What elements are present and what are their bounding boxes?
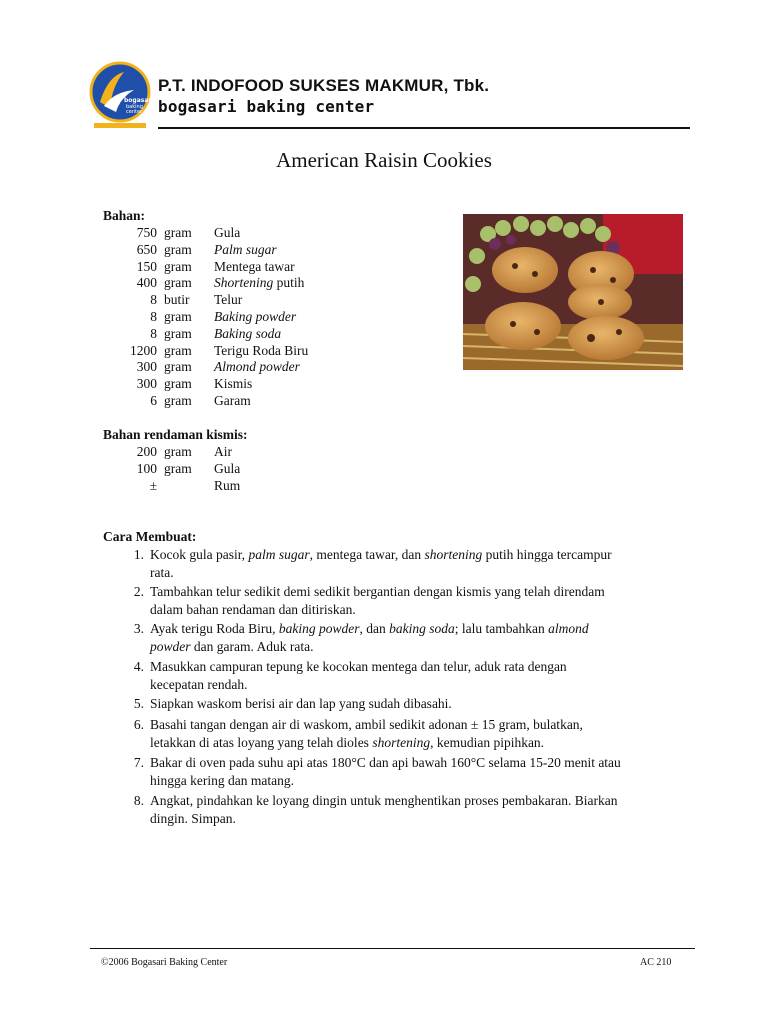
ingredient-qty: 6 bbox=[150, 393, 157, 408]
method-heading: Cara Membuat: bbox=[103, 529, 197, 544]
ingredient-unit: gram bbox=[164, 444, 192, 459]
ingredient-qty: 200 bbox=[136, 444, 157, 459]
step-text-line: Basahi tangan dengan air di waskom, ambil sedikit adonan ± 15 gram, bulatkan, bbox=[150, 717, 583, 732]
step-number: 4. bbox=[133, 659, 144, 674]
ingredient-name: Palm sugar bbox=[214, 241, 277, 257]
step-number: 7. bbox=[133, 755, 144, 770]
ingredient-unit: gram bbox=[164, 461, 192, 476]
ingredient-name: Air bbox=[214, 444, 232, 459]
ingredient-unit: gram bbox=[164, 359, 192, 375]
ingredient-name: Gula bbox=[214, 461, 241, 476]
cookies-photo bbox=[463, 214, 683, 370]
step-text-line: hingga kering dan matang. bbox=[150, 772, 294, 788]
ingredient-qty: 300 bbox=[136, 376, 157, 392]
step-number: 3. bbox=[133, 621, 144, 636]
ingredient-qty: ± bbox=[149, 478, 157, 493]
step-text-line: letakkan di atas loyang yang telah dioles shortening, kemudian pipihkan. bbox=[150, 734, 545, 750]
ingredient-unit: gram bbox=[164, 376, 192, 392]
ingredient-name: Almond powder bbox=[214, 359, 300, 375]
ingredient-unit: gram bbox=[164, 258, 192, 274]
footer-copyright: ©2006 Bogasari Baking Center bbox=[101, 957, 228, 968]
ingredient-name: Gula bbox=[214, 225, 241, 240]
ingredient-unit: gram bbox=[164, 225, 192, 240]
recipe-title: American Raisin Cookies bbox=[276, 148, 492, 172]
step-number: 2. bbox=[133, 584, 144, 599]
ingredient-name: Garam bbox=[214, 393, 251, 408]
ingredient-qty: 8 bbox=[150, 292, 157, 308]
footer-divider bbox=[90, 948, 695, 949]
svg-text:bogasari: bogasari bbox=[124, 97, 154, 104]
bogasari-logo bbox=[90, 62, 154, 132]
ingredient-qty: 650 bbox=[136, 241, 157, 257]
ingredient-name: Kismis bbox=[214, 376, 253, 392]
ingredient-unit: gram bbox=[164, 393, 192, 408]
step-number: 5. bbox=[133, 696, 144, 711]
ingredient-qty: 8 bbox=[150, 325, 157, 341]
step-number: 8. bbox=[133, 793, 144, 808]
ingredient-qty: 750 bbox=[136, 225, 157, 240]
step-text-line: dalam bahan rendaman dan ditiriskan. bbox=[150, 601, 356, 617]
ingredient-qty: 400 bbox=[136, 275, 157, 291]
ingredient-qty: 100 bbox=[136, 461, 157, 476]
company-name: P.T. INDOFOOD SUKSES MAKMUR, Tbk. bbox=[158, 76, 490, 95]
step-number: 6. bbox=[133, 717, 144, 732]
ingredient-name: Shortening putih bbox=[214, 275, 305, 291]
ingredient-unit: gram bbox=[164, 309, 192, 324]
soak-heading: Bahan rendaman kismis: bbox=[103, 427, 248, 442]
ingredient-unit: gram bbox=[164, 325, 192, 341]
ingredients-heading: Bahan: bbox=[103, 208, 146, 223]
step-text-line: Angkat, pindahkan ke loyang dingin untuk menghentikan proses pembakaran. Biarkan bbox=[150, 793, 618, 808]
step-text-line: kecepatan rendah. bbox=[150, 676, 248, 692]
ingredient-name: Telur bbox=[214, 292, 243, 308]
division-name: bogasari baking center bbox=[158, 97, 375, 116]
ingredient-name: Rum bbox=[214, 478, 241, 493]
svg-text:baking: baking bbox=[126, 104, 143, 110]
ingredient-name: Baking powder bbox=[214, 309, 297, 324]
ingredient-unit: gram bbox=[164, 241, 192, 257]
ingredient-qty: 8 bbox=[150, 309, 157, 324]
step-text-line: rata. bbox=[150, 564, 174, 580]
step-text-line: dingin. Simpan. bbox=[150, 810, 236, 826]
step-text-line: Ayak terigu Roda Biru, baking powder, dan baking soda; lalu tambahkan almond bbox=[150, 621, 589, 636]
ingredient-unit: gram bbox=[164, 342, 192, 358]
ingredient-unit: butir bbox=[164, 292, 190, 308]
step-number: 1. bbox=[133, 547, 144, 562]
footer-code: AC 210 bbox=[640, 957, 672, 968]
ingredient-name: Baking soda bbox=[214, 325, 282, 341]
step-text-line: Masukkan campuran tepung ke kocokan mentega dan telur, aduk rata dengan bbox=[150, 659, 567, 674]
step-text-line: powder dan garam. Aduk rata. bbox=[150, 638, 314, 654]
ingredient-name: Mentega tawar bbox=[214, 258, 295, 274]
ingredient-qty: 150 bbox=[136, 258, 157, 274]
ingredient-qty: 1200 bbox=[130, 342, 157, 358]
header-divider bbox=[158, 127, 690, 129]
ingredient-unit: gram bbox=[164, 275, 192, 291]
step-text-line: Siapkan waskom berisi air dan lap yang sudah dibasahi. bbox=[150, 696, 452, 711]
step-text-line: Tambahkan telur sedikit demi sedikit bergantian dengan kismis yang telah direndam bbox=[150, 584, 605, 599]
step-text-line: Bakar di oven pada suhu api atas 180°C dan api bawah 160°C selama 15-20 menit atau bbox=[150, 755, 621, 770]
svg-text:center: center bbox=[126, 109, 143, 115]
ingredient-name: Terigu Roda Biru bbox=[214, 342, 309, 358]
step-text-line: Kocok gula pasir, palm sugar, mentega tawar, dan shortening putih hingga tercampur bbox=[150, 547, 612, 562]
ingredient-qty: 300 bbox=[136, 359, 157, 375]
